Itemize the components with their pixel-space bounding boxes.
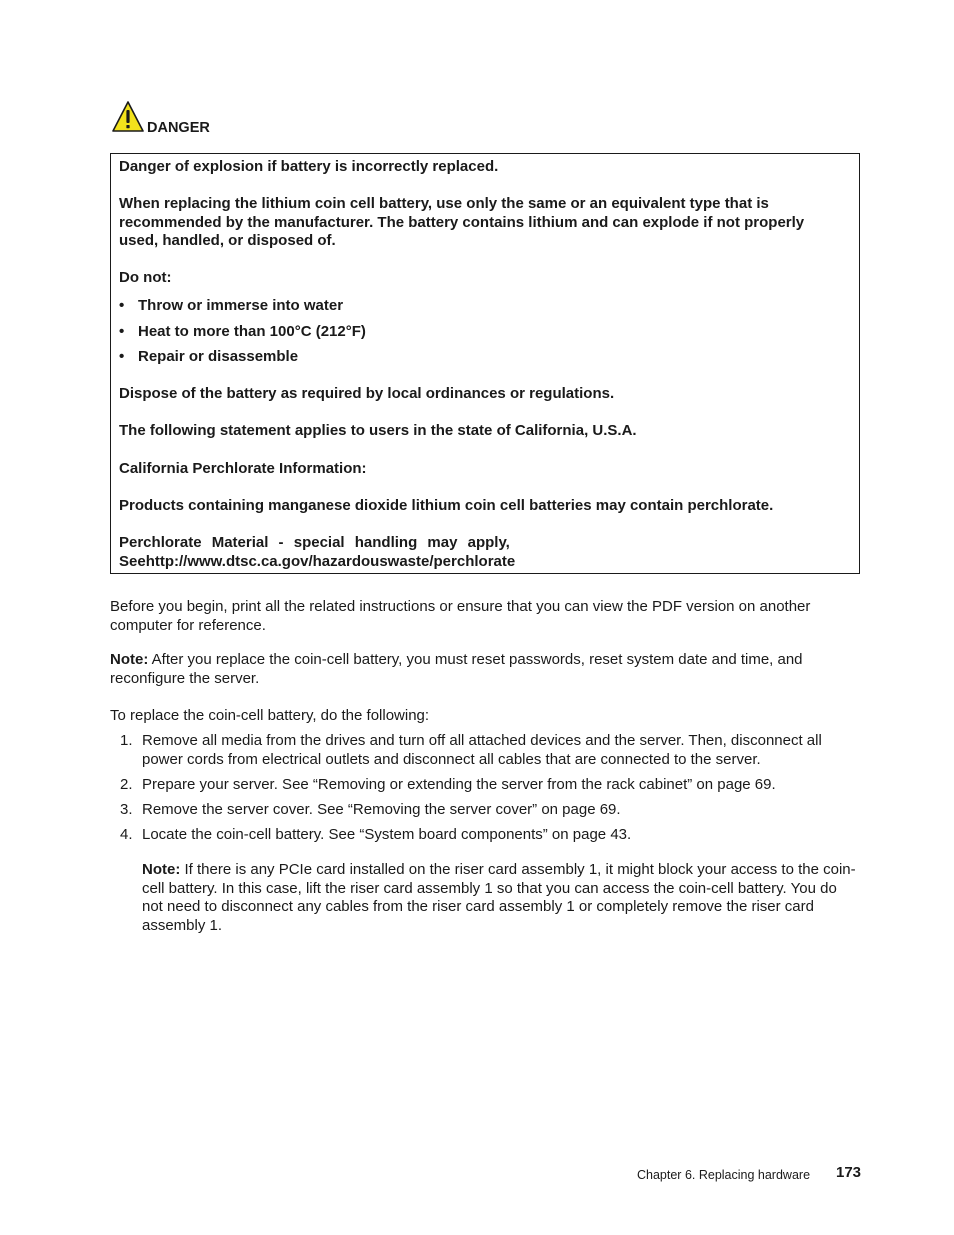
bullet-glyph: • [119, 348, 125, 365]
warning-triangle-icon [111, 100, 145, 134]
danger-notice-box [110, 153, 860, 574]
footer-chapter-title: Chapter 6. Replacing hardware [637, 1168, 811, 1182]
page-number: 173 [836, 1164, 862, 1181]
note-paragraph [110, 651, 860, 688]
step-text: Remove all media from the drives and turn off all attached devices and the server. Then, disconnect all power cords from electrical outlets and disconnect all cables that are connected to the server. [142, 732, 822, 768]
explosion-warning: Danger of explosion if battery is incorrectly replaced. [119, 158, 499, 175]
california-statement: The following statement applies to users in the state of California, U.S.A. [119, 422, 637, 439]
procedure-step [120, 732, 860, 772]
bullet-text: Repair or disassemble [138, 348, 299, 365]
step-number: 2. [120, 776, 133, 793]
step-text: Locate the coin-cell battery. See “System board components” on page 43. [142, 826, 632, 843]
replacement-warning: When replacing the lithium coin cell battery, use only the same or an equivalent type that is recommended by the manufacturer. The battery contains lithium and can explode if not properly used, handled, or disposed of. [119, 195, 805, 249]
note-label: Note: [142, 861, 181, 878]
note-label: Note: [110, 651, 149, 668]
note-text: After you replace the coin-cell battery, you must reset passwords, reset system date and time, and reconfigure the server. [110, 651, 803, 687]
procedure-step [120, 801, 860, 821]
perchlorate-link[interactable]: Seehttp://www.dtsc.ca.gov/hazardouswaste/perchlorate [119, 553, 516, 570]
step-number: 1. [120, 732, 133, 749]
step-text: Prepare your server. See “Removing or extending the server from the rack cabinet” on page 69. [142, 776, 776, 793]
danger-label: DANGER [147, 120, 210, 136]
bullet-glyph: • [119, 297, 125, 314]
bullet-text: Throw or immerse into water [138, 297, 344, 314]
do-not-heading: Do not: [119, 269, 172, 286]
procedure-step [120, 826, 860, 846]
perchlorate-products: Products containing manganese dioxide lithium coin cell batteries may contain perchlorate. [119, 497, 774, 514]
dispose-statement: Dispose of the battery as required by local ordinances or regulations. [119, 385, 615, 402]
bullet-glyph: • [119, 323, 125, 340]
step-number: 3. [120, 801, 133, 818]
step-text: Remove the server cover. See “Removing the server cover” on page 69. [142, 801, 621, 818]
procedure-intro: To replace the coin-cell battery, do the following: [110, 707, 430, 724]
step-note [142, 861, 860, 935]
bullet-text: Heat to more than 100°C (212°F) [138, 323, 366, 340]
perchlorate-material: Perchlorate Material - special handling may apply, [119, 534, 510, 551]
step-number: 4. [120, 826, 133, 843]
perchlorate-title: California Perchlorate Information: [119, 460, 367, 477]
note-text: If there is any PCIe card installed on the riser card assembly 1, it might block your access to the coin-cell battery. In this case, lift the riser card assembly 1 so that you can access the coin-cell battery. You do not need to disconnect any cables from the riser card assembly 1 or completely remove the riser card assembly 1. [142, 861, 856, 934]
intro-paragraph: Before you begin, print all the related instructions or ensure that you can view the PDF version on another computer for reference. [110, 598, 811, 634]
procedure-step [120, 776, 860, 796]
